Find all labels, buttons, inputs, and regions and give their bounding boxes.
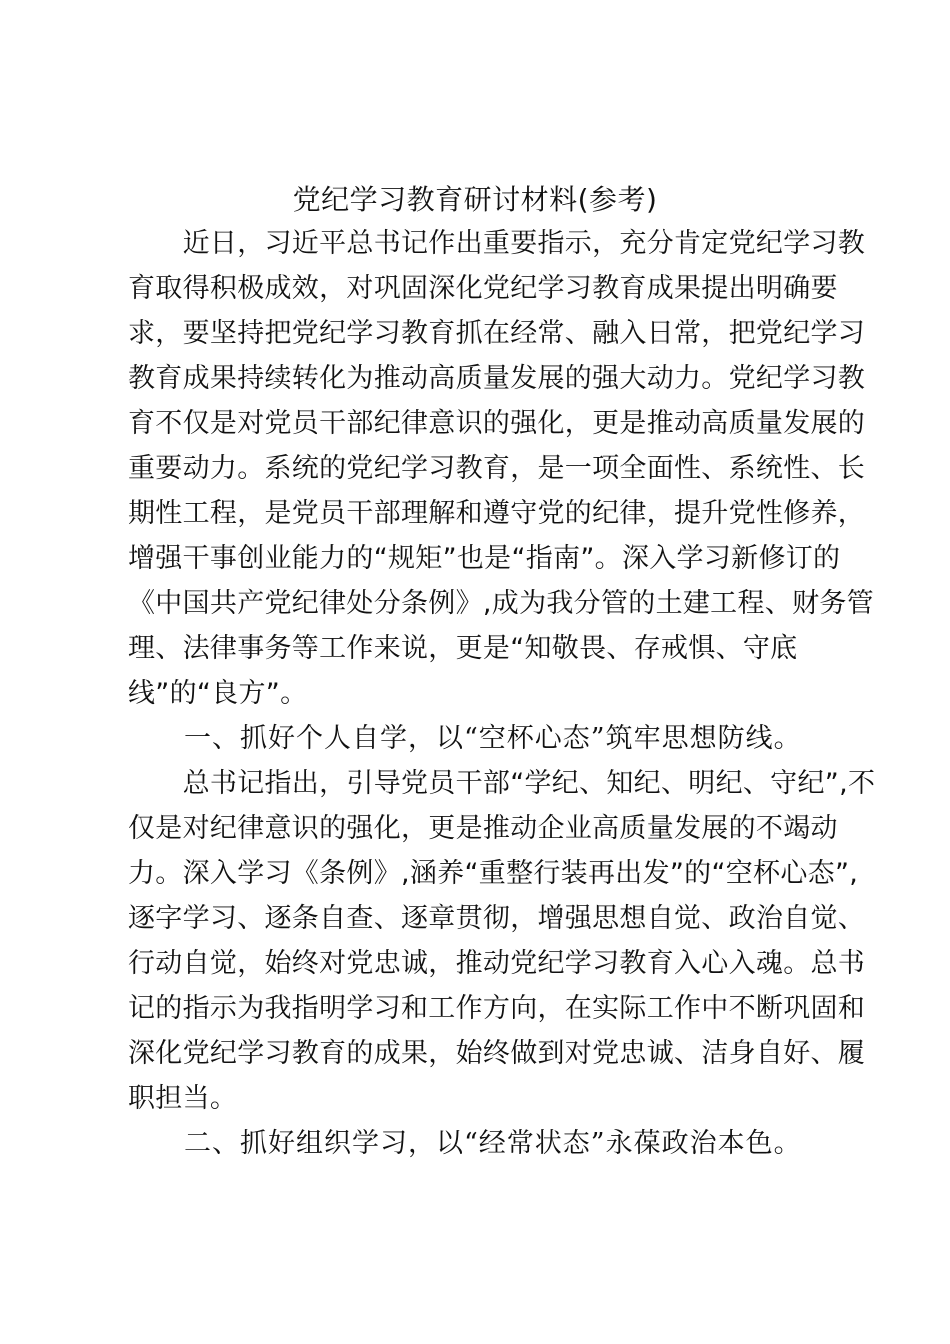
text-line: 行动自觉，始终对党忠诚，推动党纪学习教育入心入魂。总书: [128, 948, 866, 979]
text-line: 力。深入学习《条例》,涵养“重整行装再出发”的“空杯心态”,: [128, 858, 859, 889]
section-heading-1: 一、抓好个人自学，以“空杯心态”筑牢思想防线。: [128, 723, 802, 754]
text-line: 育取得积极成效，对巩固深化党纪学习教育成果提出明确要: [128, 273, 838, 304]
text-line: 重要动力。系统的党纪学习教育，是一项全面性、系统性、长: [128, 453, 866, 484]
section-heading-2: 二、抓好组织学习，以“经常状态”永葆政治本色。: [128, 1128, 802, 1159]
text-line: 理、法律事务等工作来说，更是“知敬畏、存戒惧、守底: [128, 633, 798, 664]
text-line: 记的指示为我指明学习和工作方向，在实际工作中不断巩固和: [128, 993, 866, 1024]
text-line: 总书记指出，引导党员干部“学纪、知纪、明纪、守纪”,不: [128, 768, 876, 799]
text-line: 求，要坚持把党纪学习教育抓在经常、融入日常，把党纪学习: [128, 318, 866, 349]
text-line: 深化党纪学习教育的成果，始终做到对党忠诚、洁身自好、履: [128, 1038, 866, 1069]
text-line: 增强干事创业能力的“规矩”也是“指南”。深入学习新修订的: [128, 543, 841, 574]
text-line: 《中国共产党纪律处分条例》,成为我分管的土建工程、财务管: [128, 588, 874, 619]
text-line: 逐字学习、逐条自查、逐章贯彻，增强思想自觉、政治自觉、: [128, 903, 866, 934]
text-line: 育不仅是对党员干部纪律意识的强化，更是推动高质量发展的: [128, 408, 866, 439]
text-line: 仅是对纪律意识的强化，更是推动企业高质量发展的不竭动: [128, 813, 838, 844]
text-line: 教育成果持续转化为推动高质量发展的强大动力。党纪学习教: [128, 363, 866, 394]
text-line: 近日，习近平总书记作出重要指示，充分肯定党纪学习教: [128, 228, 866, 259]
text-line: 期性工程，是党员干部理解和遵守党的纪律，提升党性修养，: [128, 498, 866, 529]
text-line: 职担当。: [128, 1083, 238, 1114]
document-title: 党纪学习教育研讨材料(参考): [292, 183, 658, 216]
text-line: 线”的“良方”。: [128, 678, 308, 709]
